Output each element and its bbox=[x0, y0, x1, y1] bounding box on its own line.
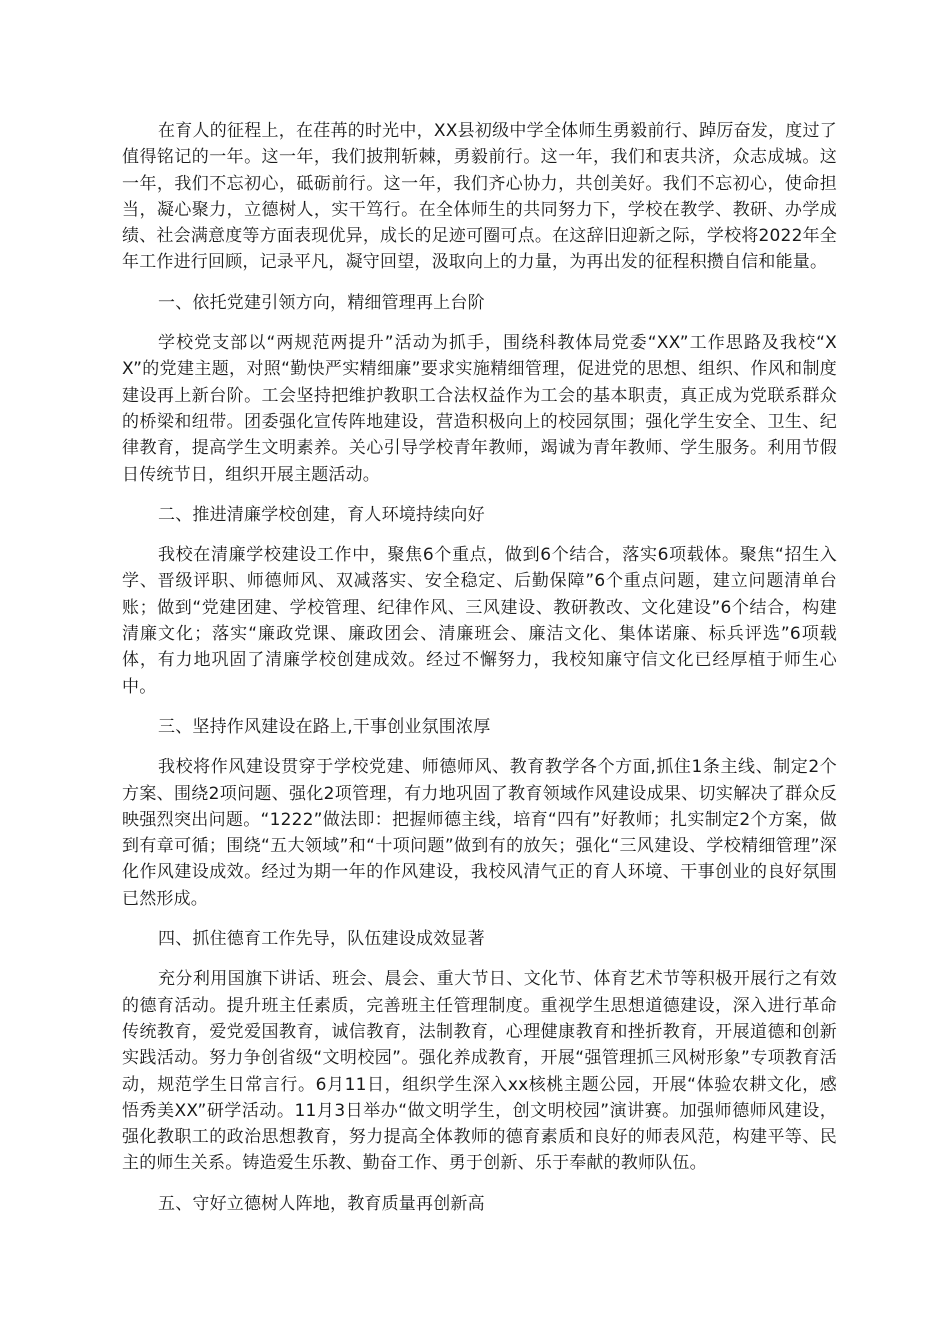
section-4-heading: 四、抓住德育工作先导，队伍建设成效显著 bbox=[158, 929, 485, 950]
intro-paragraph: 在育人的征程上，在荏苒的时光中，XX县初级中学全体师生勇毅前行、踔厉奋发，度过了值得铭记的一年。这一年，我们披荆斩棘，勇毅前行。这一年，我们和衷共济，众志成城。这一年，我们不忘初心，砥砺前行。这一年，我们齐心协力，共创美好。我们不忘初心，使命担当，凝心聚力，立德树人，实干笃行。在全体师生的共同努力下，学校在教学、教研、办学成绩、社会满意度等方面表现优异，成长的足迹可圈可点。在这辞旧迎新之际，学校将2022年全年工作进行回顾，记录平凡，凝守回望，汲取向上的力量，为再出发的征程积攒自信和能量。 bbox=[122, 121, 837, 273]
section-3-heading: 三、坚持作风建设在路上,干事创业氛围浓厚 bbox=[158, 716, 491, 737]
section-1-body: 学校党支部以“两规范两提升”活动为抓手，围绕科教体局党委“XX”工作思路及我校“XX”的党建主题，对照“勤快严实精细廉”要求实施精细管理，促进党的思想、组织、作风和制度建设再上新台阶。工会坚持把维护教职工合法权益作为工会的基本职责，真正成为党联系群众的桥梁和纽带。团委强化宣传阵地建设，营造积极向上的校园氛围；强化学生安全、卫生、纪律教育，提高学生文明素养。关心引导学校青年教师，竭诚为青年教师、学生服务。利用节假日传统节日，组织开展主题活动。 bbox=[122, 333, 837, 485]
section-4-body: 充分利用国旗下讲话、班会、晨会、重大节日、文化节、体育艺术节等积极开展行之有效的德育活动。提升班主任素质，完善班主任管理制度。重视学生思想道德建设，深入进行革命传统教育，爱党爱国教育，诚信教育，法制教育，心理健康教育和挫折教育，开展道德和创新实践活动。努力争创省级“文明校园”。强化养成教育，开展“强管理抓三风树形象”专项教育活动，规范学生日常言行。6月11日，组织学生深入xx核桃主题公园，开展“体验农耕文化，感悟秀美XX”研学活动。11月3日举办“做文明学生，创文明校园”演讲赛。加强师德师风建设，强化教职工的政治思想教育，努力提高全体教师的德育素质和良好的师表风范，构建平等、民主的师生关系。铸造爱生乐教、勤奋工作、勇于创新、乐于奉献的教师队伍。 bbox=[122, 969, 837, 1174]
section-2-heading: 二、推进清廉学校创建，育人环境持续向好 bbox=[158, 504, 485, 525]
section-5-heading: 五、守好立德树人阵地，教育质量再创新高 bbox=[158, 1193, 485, 1214]
section-2-body: 我校在清廉学校建设工作中，聚焦6个重点，做到6个结合，落实6项载体。聚焦“招生入学、晋级评职、师德师风、双减落实、安全稳定、后勤保障”6个重点问题，建立问题清单台账；做到“党建团建、学校管理、纪律作风、三风建设、教研教改、文化建设”6个结合，构建清廉文化；落实“廉政党课、廉政团会、清廉班会、廉洁文化、集体诺廉、标兵评选”6项载体，有力地巩固了清廉学校创建成效。经过不懈努力，我校知廉守信文化已经厚植于师生心中。 bbox=[122, 545, 837, 697]
section-3-body: 我校将作风建设贯穿于学校党建、师德师风、教育教学各个方面,抓住1条主线、制定2个方案、围绕2项问题、强化2项管理，有力地巩固了教育领域作风建设成果、切实解决了群众反映强烈突出问题。“1222”做法即：把握师德主线，培育“四有”好教师；扎实制定2个方案，做到有章可循；围绕“五大领域”和“十项问题”做到有的放矢；强化“三风建设、学校精细管理”深化作风建设成效。经过为期一年的作风建设，我校风清气正的育人环境、干事创业的良好氛围已然形成。 bbox=[122, 757, 837, 909]
document-page bbox=[122, 118, 837, 1217]
section-1-heading: 一、依托党建引领方向，精细管理再上台阶 bbox=[158, 292, 485, 313]
